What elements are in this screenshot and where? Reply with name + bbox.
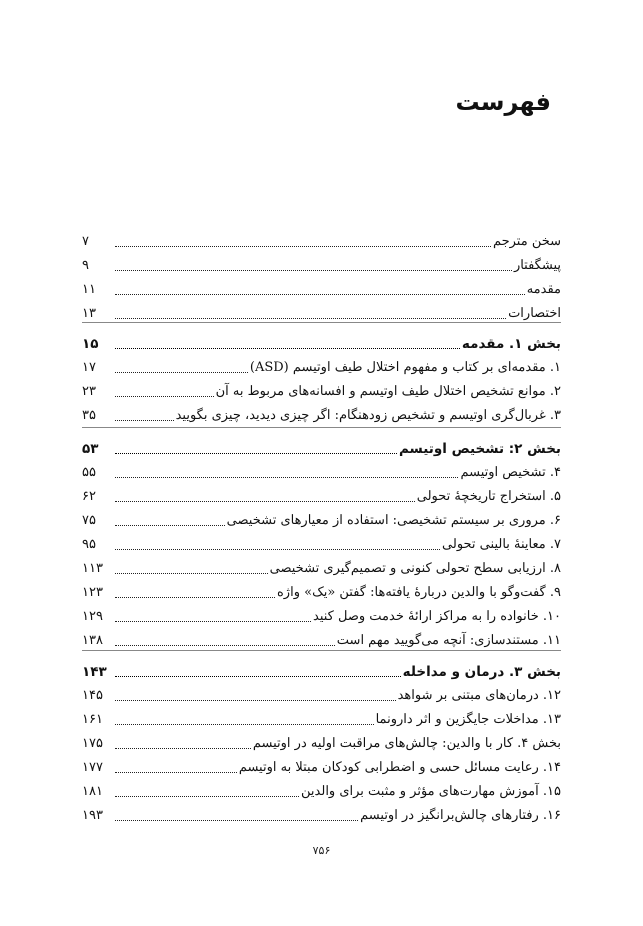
toc-entry-title: ۱. مقدمه‌ای بر کتاب و مفهوم اختلال طیف اوتیسم (ASD) bbox=[249, 360, 561, 375]
toc-page-number: ۱۷ bbox=[82, 360, 96, 375]
toc-entry-title: ۶. مروری بر سیستم تشخیصی: استفاده از معیارهای تشخیصی bbox=[226, 513, 561, 528]
toc-entry bbox=[82, 483, 561, 505]
toc-page-number: ۱۳۸ bbox=[82, 633, 103, 648]
dot-leader bbox=[115, 573, 268, 574]
toc-entry-title: ۱۴. رعایت مسائل حسی و اضطرابی کودکان مبتلا به اوتیسم bbox=[238, 760, 561, 775]
toc-entry bbox=[82, 402, 561, 424]
toc-page-number: ۱۹۳ bbox=[82, 808, 103, 823]
toc-page-number: ۱۷۷ bbox=[82, 760, 103, 775]
toc-entry bbox=[82, 276, 561, 298]
toc-entry bbox=[82, 682, 561, 704]
toc-entry bbox=[82, 754, 561, 776]
page-title: فهرست bbox=[455, 88, 551, 116]
dot-leader bbox=[115, 748, 251, 749]
toc-page-number: ۷ bbox=[82, 234, 89, 249]
dot-leader bbox=[115, 372, 248, 373]
toc-entry bbox=[82, 555, 561, 577]
section-divider bbox=[82, 650, 561, 651]
toc-page-number: ۱۳ bbox=[82, 306, 96, 321]
toc-page-number: ۳۵ bbox=[82, 408, 96, 423]
toc-entry-title: بخش ۴. کار با والدین: چالش‌های مراقبت اولیه در اوتیسم bbox=[252, 736, 561, 751]
toc-entry-title: ۱۰. خانواده را به مراکز ارائهٔ خدمت وصل کنید bbox=[313, 609, 561, 624]
page-number: ۷۵۶ bbox=[312, 844, 331, 857]
toc-page-number: ۱۴۳ bbox=[82, 664, 107, 680]
dot-leader bbox=[115, 700, 396, 701]
toc-part-heading bbox=[82, 435, 561, 457]
toc-page-number: ۱۸۱ bbox=[82, 784, 103, 799]
dot-leader bbox=[115, 549, 440, 550]
dot-leader bbox=[115, 597, 275, 598]
toc-entry-title: ۵. استخراج تاریخچهٔ تحولی bbox=[416, 489, 561, 504]
toc-part-heading bbox=[82, 330, 561, 352]
dot-leader bbox=[115, 477, 458, 478]
toc-page-number: ۹۵ bbox=[82, 537, 96, 552]
toc-entry bbox=[82, 531, 561, 553]
section-divider bbox=[82, 427, 561, 428]
toc-entry-title: پیشگفتار bbox=[513, 258, 561, 273]
dot-leader bbox=[115, 525, 225, 526]
dot-leader bbox=[115, 772, 237, 773]
toc-entry-title: ۱۳. مداخلات جایگزین و اثر دارونما bbox=[375, 712, 561, 727]
toc-page-number: ۲۳ bbox=[82, 384, 96, 399]
toc-entry-title: ۹. گفت‌وگو با والدین دربارهٔ یافته‌ها: گفتن «یک» واژه bbox=[277, 585, 561, 600]
toc-entry bbox=[82, 627, 561, 649]
toc-page-number: ۱۲۹ bbox=[82, 609, 103, 624]
toc-entry-title: ۲. موانع تشخیص اختلال طیف اوتیسم و افسانه‌های مربوط به آن bbox=[215, 384, 561, 399]
toc-part-heading bbox=[82, 658, 561, 680]
toc-entry-title: اختصارات bbox=[508, 306, 561, 321]
toc-page-number: ۶۲ bbox=[82, 489, 96, 504]
toc-page-number: ۱۵ bbox=[82, 336, 99, 352]
toc-entry-title: ۱۵. آموزش مهارت‌های مؤثر و مثبت برای والدین bbox=[301, 784, 561, 799]
toc-page-number: ۵۳ bbox=[82, 441, 99, 457]
toc-entry bbox=[82, 300, 561, 322]
toc-entry bbox=[82, 507, 561, 529]
dot-leader bbox=[115, 724, 374, 725]
dot-leader bbox=[115, 501, 415, 502]
dot-leader bbox=[115, 294, 525, 295]
toc-entry bbox=[82, 378, 561, 400]
toc-entry bbox=[82, 252, 561, 274]
toc-page-number: ۱۶۱ bbox=[82, 712, 103, 727]
toc-entry-title: بخش ۳. درمان و مداخله bbox=[402, 664, 561, 680]
toc-page-number: ۱۲۳ bbox=[82, 585, 103, 600]
dot-leader bbox=[115, 270, 512, 271]
dot-leader bbox=[115, 820, 358, 821]
dot-leader bbox=[115, 348, 460, 349]
toc-page-number: ۹ bbox=[82, 258, 89, 273]
toc-entry-title: ۱۱. مستندسازی: آنچه می‌گویید مهم است bbox=[336, 633, 561, 648]
dot-leader bbox=[115, 246, 491, 247]
dot-leader bbox=[115, 621, 311, 622]
toc-entry-title: بخش ۲: تشخیص اوتیسم bbox=[398, 441, 561, 457]
toc-entry bbox=[82, 603, 561, 625]
toc-entry bbox=[82, 802, 561, 824]
dot-leader bbox=[115, 645, 335, 646]
toc-entry-title: ۴. تشخیص اوتیسم bbox=[460, 465, 561, 480]
toc-entry-title: ۱۲. درمان‌های مبتنی بر شواهد bbox=[397, 688, 561, 703]
dot-leader bbox=[115, 676, 401, 677]
toc-page-number: ۱۱ bbox=[82, 282, 96, 297]
toc-entry-title: سخن مترجم bbox=[492, 234, 561, 249]
toc-entry bbox=[82, 730, 561, 752]
dot-leader bbox=[115, 420, 174, 421]
toc-page-number: ۷۵ bbox=[82, 513, 96, 528]
section-divider bbox=[82, 322, 561, 323]
toc-entry-title: ۳. غربال‌گری اوتیسم و تشخیص زودهنگام: اگر چیزی دیدید، چیزی بگویید bbox=[175, 408, 561, 423]
dot-leader bbox=[115, 796, 299, 797]
toc-entry bbox=[82, 706, 561, 728]
toc-entry-title: بخش ۱. مقدمه bbox=[461, 336, 561, 352]
toc-entry bbox=[82, 579, 561, 601]
toc-page-number: ۵۵ bbox=[82, 465, 96, 480]
toc-entry-title: ۸. ارزیابی سطح تحولی کنونی و تصمیم‌گیری تشخیصی bbox=[269, 561, 561, 576]
toc-page-number: ۱۷۵ bbox=[82, 736, 103, 751]
toc-entry bbox=[82, 354, 561, 376]
toc-page-number: ۱۴۵ bbox=[82, 688, 103, 703]
dot-leader bbox=[115, 396, 214, 397]
toc-page-number: ۱۱۳ bbox=[82, 561, 103, 576]
toc-entry bbox=[82, 459, 561, 481]
toc-entry bbox=[82, 778, 561, 800]
toc-entry-title: ۷. معاینهٔ بالینی تحولی bbox=[442, 537, 561, 552]
toc-entry-title: مقدمه bbox=[526, 282, 561, 297]
toc-entry bbox=[82, 228, 561, 250]
toc-entry-title: ۱۶. رفتارهای چالش‌برانگیز در اوتیسم bbox=[360, 808, 561, 823]
dot-leader bbox=[115, 318, 506, 319]
dot-leader bbox=[115, 453, 397, 454]
